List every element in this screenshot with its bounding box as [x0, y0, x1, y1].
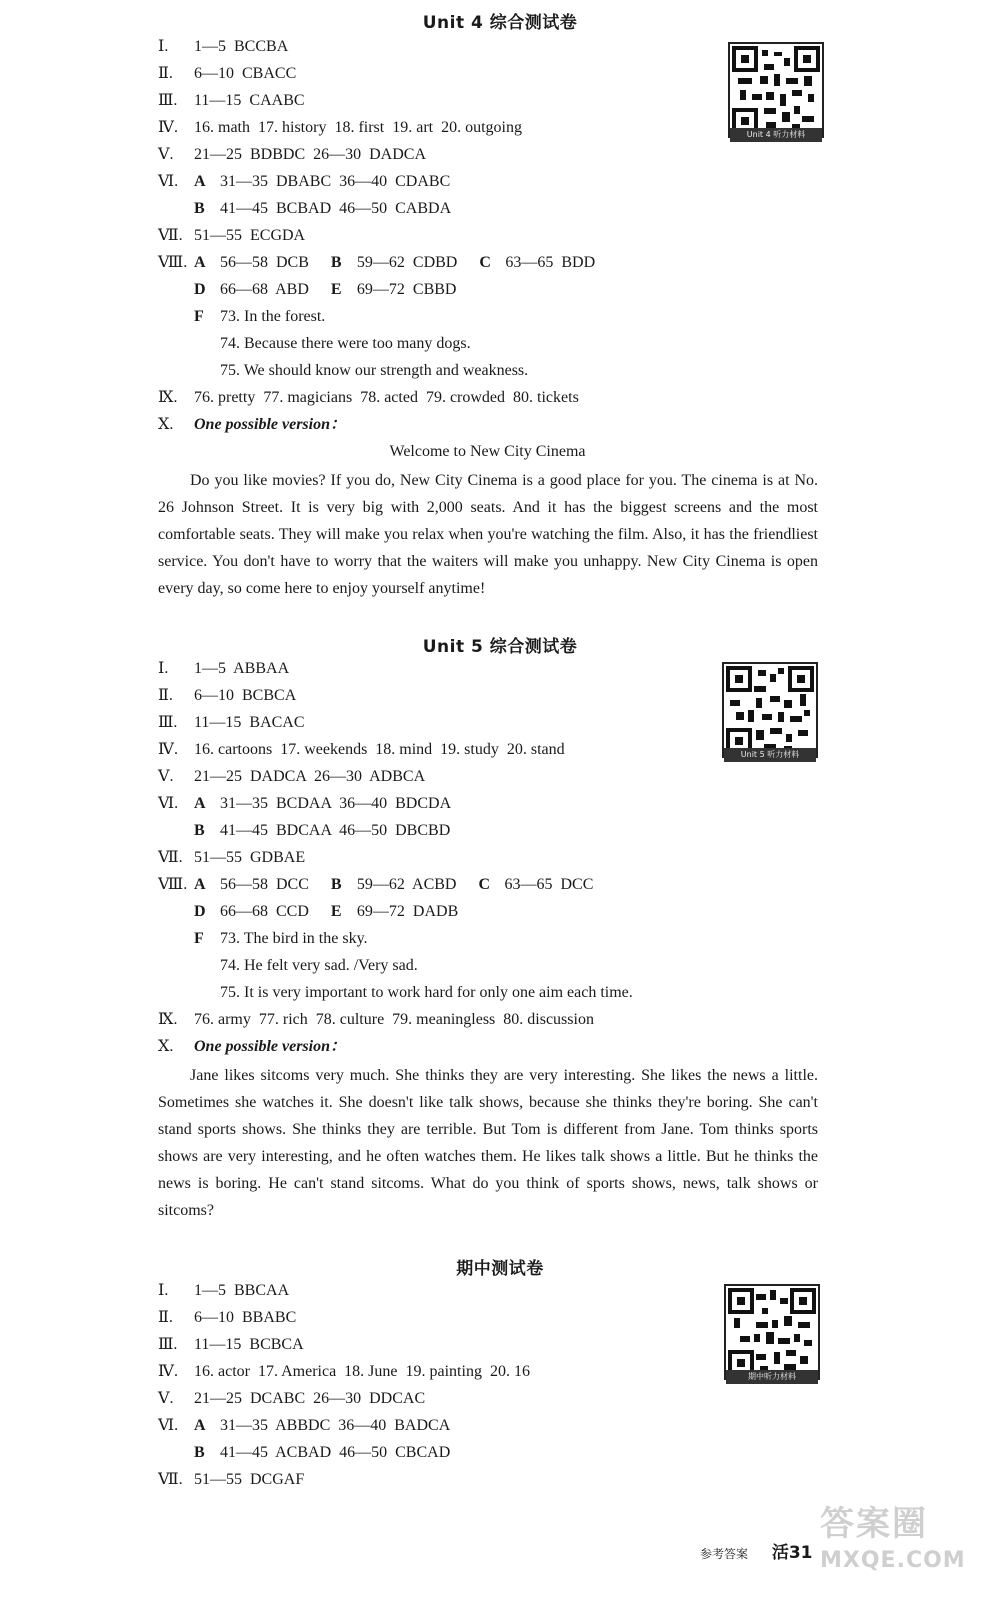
unit5-essay — [158, 1062, 818, 1224]
answer-line — [158, 118, 522, 138]
unit4-qr-caption: Unit 4 听力材料 — [730, 128, 822, 142]
qr-code-icon — [730, 44, 822, 136]
answer-line — [158, 686, 296, 706]
midterm-title: 期中测试卷 — [456, 1259, 544, 1279]
answer-text: 51—55 GDBAE — [194, 849, 306, 866]
part-label: C — [478, 876, 491, 893]
answer-text: 31—35 ABBDC 36—40 BADCA — [220, 1417, 451, 1434]
part-label: A — [194, 173, 206, 190]
watermark-text2: MXQE.COM — [820, 1548, 966, 1573]
part-label: F — [194, 930, 204, 947]
answer-line — [158, 415, 346, 435]
part-label: A — [194, 876, 206, 893]
qr-code-icon — [724, 664, 816, 756]
answer-text: 75. We should know our strength and weakness. — [220, 362, 529, 379]
midterm-qr-caption: 期中听力材料 — [726, 1370, 818, 1384]
question-number: Ⅵ. — [158, 795, 179, 812]
unit5-essay-text: Jane likes sitcoms very much. She thinks they are very interesting. She likes the news a little. Sometimes she watches it. She doesn't like talk shows, because she thinks they're boring. She can't stand sports shows. She thinks they are terrible. But Tom is different from Jane. Tom thinks sports shows are very interesting, and he often watches them. He likes talk shows a little. But he thinks the news is boring. He can't stand sitcoms. What do you think of sports shows, news, talk shows or sitcoms? — [158, 1067, 818, 1219]
answer-text: 66—68 CCD — [220, 903, 309, 920]
question-number: Ⅵ. — [158, 173, 179, 190]
question-number: Ⅱ. — [158, 65, 173, 82]
answer-line — [158, 388, 579, 408]
answer-text: 74. Because there were too many dogs. — [220, 335, 471, 352]
part-label: A — [194, 1417, 206, 1434]
answer-text: 76. army 77. rich 78. culture 79. meaningless 80. discussion — [194, 1011, 594, 1028]
answer-line — [158, 1389, 425, 1409]
unit4-essay-text: Do you like movies? If you do, New City Cinema is a good place for you. The cinema is at No. 26 Johnson Street. It is very big with 2,000 seats. And it has the biggest screens and the most comfortable seats. They will make you relax when you're watching the film. Also, it has the friendliest service. You don't have to worry that the waiters will make you unhappy. New City Cinema is open every day, so come here to enjoy yourself anytime! — [158, 472, 818, 597]
unit5-title: Unit 5 综合测试卷 — [422, 637, 578, 657]
answer-text: 1—5 BCCBA — [194, 38, 289, 55]
answer-text: 21—25 BDBDC 26—30 DADCA — [194, 146, 427, 163]
page-prefix: 活 — [771, 1543, 789, 1563]
page-number — [772, 1543, 813, 1563]
answer-line — [158, 1443, 450, 1463]
question-number: Ⅷ. — [158, 254, 188, 271]
question-number: Ⅱ. — [158, 1309, 173, 1326]
question-number: Ⅹ. — [158, 1038, 174, 1055]
answer-text: 31—35 BCDAA 36—40 BDCDA — [220, 795, 452, 812]
answer-text: 56—58 DCC — [220, 876, 309, 893]
question-number: Ⅲ. — [158, 1336, 178, 1353]
question-number: Ⅲ. — [158, 92, 178, 109]
question-number: Ⅶ. — [158, 227, 183, 244]
answer-line — [158, 334, 471, 354]
answer-text: 11—15 BACAC — [194, 714, 305, 731]
question-number: Ⅸ. — [158, 389, 178, 406]
answer-text: 21—25 DADCA 26—30 ADBCA — [194, 768, 426, 785]
part-label: F — [194, 308, 204, 325]
answer-line — [158, 1362, 530, 1382]
answer-line — [158, 848, 305, 868]
version-label: One possible version： — [194, 1038, 347, 1055]
answer-text: 6—10 CBACC — [194, 65, 297, 82]
answer-text: 63—65 DCC — [504, 876, 594, 893]
answer-line — [158, 821, 450, 841]
question-number: Ⅳ. — [158, 119, 178, 136]
watermark-text1: 答案圈 — [820, 1504, 928, 1544]
answer-text: 74. He felt very sad. /Very sad. — [220, 957, 418, 974]
answer-text: 6—10 BBABC — [194, 1309, 297, 1326]
qr-code-icon — [726, 1286, 818, 1378]
unit5-qr-caption: Unit 5 听力材料 — [724, 748, 816, 762]
unit4-title: Unit 4 综合测试卷 — [422, 13, 578, 33]
part-label: C — [479, 254, 491, 271]
answer-line — [158, 37, 288, 57]
answer-line — [158, 659, 289, 679]
question-number: Ⅶ. — [158, 849, 183, 866]
answer-text: 66—68 ABD — [220, 281, 309, 298]
answer-line — [158, 767, 425, 787]
answer-text: 69—72 DADB — [356, 903, 459, 920]
answer-text: 73. In the forest. — [220, 308, 326, 325]
answer-line — [158, 253, 595, 273]
part-label: B — [330, 876, 342, 893]
answer-text: 76. pretty 77. magicians 78. acted 79. crowded 80. tickets — [194, 389, 579, 406]
page-num: 31 — [788, 1543, 813, 1563]
answer-line — [158, 280, 456, 300]
answer-line — [158, 307, 325, 327]
version-label: One possible version： — [194, 416, 347, 433]
question-number: Ⅳ. — [158, 741, 178, 758]
page-footer — [700, 1538, 813, 1563]
answer-text: 59—62 CDBD — [356, 254, 458, 271]
watermark — [820, 1490, 980, 1590]
question-number: Ⅰ. — [158, 38, 169, 55]
answer-line — [158, 1281, 289, 1301]
unit5-qr-code[interactable] — [722, 662, 818, 758]
answer-text: 41—45 BDCAA 46—50 DBCBD — [220, 822, 451, 839]
answer-text: 51—55 DCGAF — [194, 1471, 305, 1488]
answer-text: 51—55 ECGDA — [194, 227, 306, 244]
answer-line — [158, 983, 633, 1003]
question-number: Ⅰ. — [158, 660, 169, 677]
answer-text: 6—10 BCBCA — [194, 687, 297, 704]
part-label: B — [194, 822, 205, 839]
answer-line — [158, 361, 528, 381]
answer-line — [158, 1470, 304, 1490]
answer-text: 73. The bird in the sky. — [220, 930, 368, 947]
part-label: E — [330, 903, 342, 920]
answer-text: 75. It is very important to work hard for only one aim each time. — [220, 984, 633, 1001]
answer-line — [158, 1416, 450, 1436]
answer-line — [158, 929, 368, 949]
question-number: Ⅸ. — [158, 1011, 178, 1028]
part-label: A — [194, 254, 206, 271]
part-label: B — [194, 200, 205, 217]
question-number: Ⅳ. — [158, 1363, 178, 1380]
question-number: Ⅱ. — [158, 687, 173, 704]
answer-text: 16. actor 17. America 18. June 19. painting 20. 16 — [194, 1363, 530, 1380]
answer-line — [158, 1037, 346, 1057]
answer-line — [158, 1335, 304, 1355]
unit4-qr-code[interactable] — [728, 42, 824, 138]
answer-text: 41—45 ACBAD 46—50 CBCAD — [220, 1444, 451, 1461]
question-number: Ⅹ. — [158, 416, 174, 433]
unit4-essay — [158, 467, 818, 602]
part-label: B — [194, 1444, 205, 1461]
question-number: Ⅲ. — [158, 714, 178, 731]
answer-line — [158, 713, 305, 733]
answer-text: 21—25 DCABC 26—30 DDCAC — [194, 1390, 426, 1407]
part-label: D — [194, 903, 206, 920]
question-number: Ⅶ. — [158, 1471, 183, 1488]
answer-line — [158, 875, 593, 895]
midterm-qr-code[interactable] — [724, 1284, 820, 1380]
question-number: Ⅰ. — [158, 1282, 169, 1299]
answer-text: 11—15 CAABC — [194, 92, 305, 109]
answer-line — [158, 794, 451, 814]
part-label: B — [330, 254, 342, 271]
answer-line — [158, 226, 305, 246]
footer-label: 参考答案 — [700, 1547, 749, 1561]
answer-text: 16. cartoons 17. weekends 18. mind 19. study 20. stand — [194, 741, 565, 758]
answer-line — [158, 1010, 594, 1030]
question-number: Ⅴ. — [158, 768, 174, 785]
answer-text: 41—45 BCBAD 46—50 CABDA — [220, 200, 452, 217]
answer-text: 1—5 BBCAA — [194, 1282, 290, 1299]
part-label: A — [194, 795, 206, 812]
answer-line — [158, 740, 565, 760]
question-number: Ⅷ. — [158, 876, 188, 893]
answer-text: 69—72 CBBD — [356, 281, 457, 298]
answer-line — [158, 956, 418, 976]
answer-line — [158, 1308, 296, 1328]
answer-text: 63—65 BDD — [505, 254, 596, 271]
part-label: D — [194, 281, 206, 298]
part-label: E — [330, 281, 342, 298]
question-number: Ⅴ. — [158, 146, 174, 163]
answer-line — [158, 91, 305, 111]
answer-line — [158, 902, 458, 922]
answer-text: 1—5 ABBAA — [194, 660, 290, 677]
answer-text: 31—35 DBABC 36—40 CDABC — [220, 173, 451, 190]
answer-text: 16. math 17. history 18. first 19. art 20. outgoing — [194, 119, 522, 136]
answer-text: 56—58 DCB — [220, 254, 309, 271]
answer-line — [158, 199, 451, 219]
question-number: Ⅵ. — [158, 1417, 179, 1434]
answer-line — [158, 172, 450, 192]
answer-line — [158, 145, 426, 165]
answer-text: 59—62 ACBD — [356, 876, 457, 893]
answer-line — [158, 64, 296, 84]
answer-text: 11—15 BCBCA — [194, 1336, 304, 1353]
question-number: Ⅴ. — [158, 1390, 174, 1407]
unit4-essay-title: Welcome to New City Cinema — [389, 443, 586, 460]
